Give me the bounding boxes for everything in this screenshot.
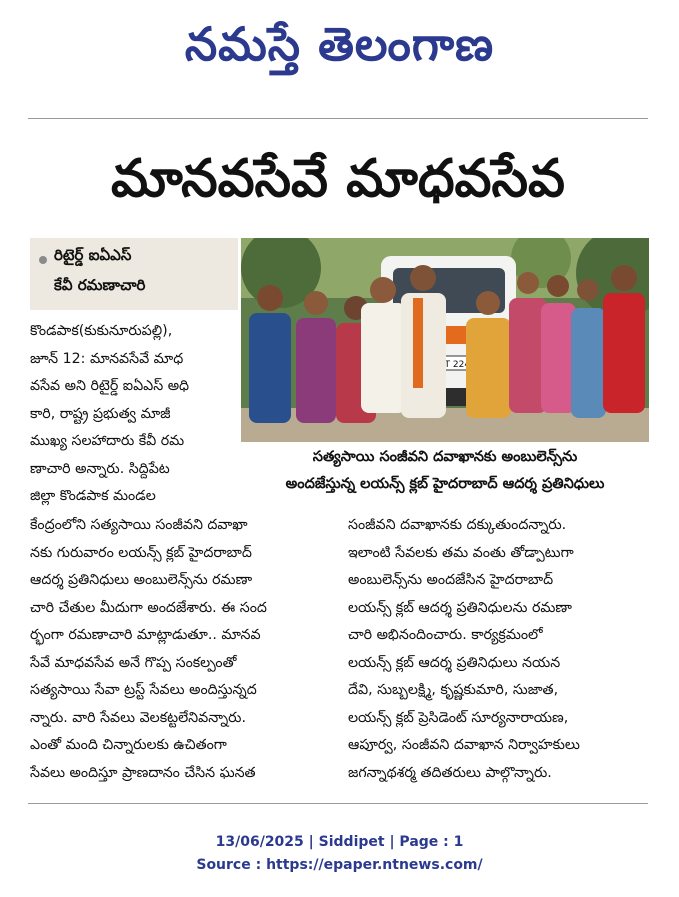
text-line: ణాచారి అన్నారు. సిద్దిపేట — [30, 460, 170, 477]
photo-illustration — [241, 238, 649, 442]
text-line: చారి చేతుల మీదుగా అందజేశారు. ఈ సంద — [30, 599, 267, 616]
text-line: జగన్నాథశర్మ తదితరులు పాల్గొన్నారు. — [348, 764, 552, 781]
text-line: జిల్లా కొండపాక మండల — [30, 488, 156, 504]
top-divider — [28, 118, 648, 119]
text-line: ఆపూర్వ, సంజీవని దవాఖాన నిర్వాహకులు — [348, 737, 580, 753]
text-line: సత్యసాయి సేవా ట్రస్ట్ సేవలు అందిస్తున్నద — [30, 682, 257, 698]
text-line: కొండపాక(కుకునూరుపల్లి), — [30, 323, 173, 339]
text-line: లయన్స్ క్లబ్ ఆదర్శ ప్రతినిధులు నయన — [348, 654, 561, 671]
text-line: ముఖ్య సలహాదారు కేవీ రమ — [30, 433, 185, 449]
text-line: వసేవ అని రిటైర్డ్ ఐఏఎస్ అధి — [30, 378, 190, 394]
text-line: సేవే మాధవసేవ అనే గొప్ప సంకల్పంతో — [30, 654, 237, 671]
text-line: లయన్స్ క్లబ్ ఆదర్శ ప్రతినిధులను రమణా — [348, 599, 572, 616]
text-line: ఇలాంటి సేవలకు తమ వంతు తోడ్పాటుగా — [348, 544, 574, 561]
text-line: దేవి, సుబ్బలక్ష్మి, కృష్ణకుమారి, సుజాత, — [348, 682, 559, 698]
text-line: చారి అభినందించారు. కార్యక్రమంలో — [348, 627, 543, 643]
bullet-icon — [39, 256, 47, 264]
byline-name: కేవీ రమణాచారి — [54, 276, 146, 294]
text-line: సంజీవని దవాఖానకు దక్కుతుందన్నారు. — [348, 517, 567, 533]
byline-box — [30, 238, 238, 310]
text-line: అంబులెన్స్‌ను అందజేసిన హైదరాబాద్ — [348, 572, 554, 588]
caption-line: సత్యసాయి సంజీవని దవాఖానకు అంబులెన్స్‌ను — [312, 449, 578, 465]
footer-source: Source : https://epaper.ntnews.com/ — [196, 857, 483, 873]
byline-title: రిటైర్డ్ ఐఏఎస్ — [54, 246, 132, 264]
footer-date-page: 13/06/2025 | Siddipet | Page : 1 — [215, 834, 464, 850]
text-line: లయన్స్ క్లబ్ ప్రెసిడెంట్ సూర్యనారాయణ, — [348, 709, 569, 726]
bottom-divider — [28, 803, 648, 804]
text-line: కారి, రాష్ట్ర ప్రభుత్వ మాజీ — [30, 405, 171, 422]
text-line: నకు గురువారం లయన్స్ క్లబ్ హైదరాబాద్ — [30, 544, 252, 561]
news-photo — [241, 238, 649, 442]
article-column-right — [348, 512, 648, 787]
text-line: సేవలు అందిస్తూ ప్రాణదానం చేసిన ఘనత — [30, 764, 256, 781]
text-line: కేంద్రంలోని సత్యసాయి సంజీవని దవాఖా — [30, 517, 248, 533]
newspaper-masthead: నమస్తే తెలంగాణ — [184, 17, 495, 71]
text-line: న్నారు. వారి సేవలు వెలకట్టలేనివన్నారు. — [30, 709, 246, 726]
caption-line: అందజేస్తున్న లయన్స్ క్లబ్ హైదరాబాద్ ఆదర్శ ప్రతినిధులు — [285, 476, 605, 492]
text-line: ఆదర్శ ప్రతినిధులు అంబులెన్స్‌ను రమణా — [30, 572, 253, 588]
article-headline: మానవసేవే మాధవసేవ — [110, 149, 566, 209]
article-column-left-top — [30, 318, 238, 511]
article-column-left — [30, 512, 340, 787]
photo-caption — [241, 444, 649, 500]
ambulance-plate: T 2248 — [444, 360, 476, 370]
text-line: ర్భంగా రమణాచారి మాట్లాడుతూ.. మానవ — [30, 627, 261, 643]
text-line: ఎంతో మంది చిన్నారులకు ఉచితంగా — [30, 737, 227, 753]
text-line: జూన్ 12: మానవసేవే మాధ — [30, 350, 184, 367]
